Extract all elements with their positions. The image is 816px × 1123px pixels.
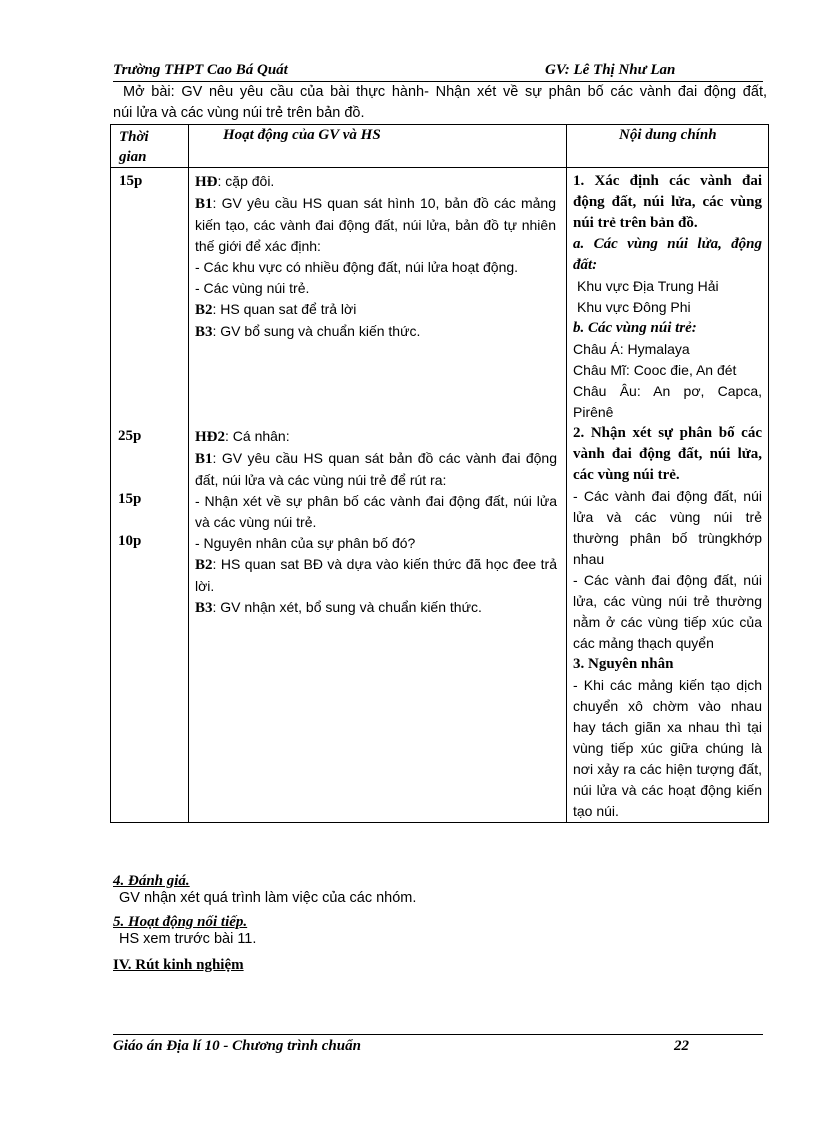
section-text: HS xem trước bài 11. — [119, 931, 257, 947]
section-heading: 4. Đánh giá. — [113, 873, 190, 889]
school-name: Trường THPT Cao Bá Quát — [113, 62, 288, 78]
activity-line: HĐ: cặp đôi. — [195, 173, 275, 190]
page-number: 22 — [674, 1038, 689, 1054]
content-line: - Các vành đai động đất, núi lửa và các vùng núi trẻ thường phân bố trùngkhớp nhau — [573, 488, 762, 567]
section-heading: 5. Hoạt động nối tiếp. — [113, 914, 248, 930]
content-heading: 2. Nhận xét sự phân bố các vành đai động đất, núi lửa, các vùng núi trẻ. — [573, 425, 762, 483]
header-activity: Hoạt động của GV và HS — [189, 125, 567, 168]
activity-line: HĐ2: Cá nhân: — [195, 428, 290, 445]
activity-line: B3: GV nhận xét, bổ sung và chuẩn kiến thức. — [195, 599, 482, 616]
activity-line: - Nguyên nhân của sự phân bố đó? — [195, 535, 416, 551]
content-cell — [567, 168, 769, 823]
content-line: - Khi các mảng kiến tạo dịch chuyển xô chờm vào nhau hay tách giãn xa nhau thì tại vùng tiếp xúc giữa chúng là nơi xảy ra các hiện tượng đất, núi lửa và các hoạt động kiến tạo núi. — [573, 677, 762, 819]
content-line: Châu Á: Hymalaya — [573, 341, 690, 357]
content-line: Khu vực Địa Trung Hải — [577, 278, 719, 294]
content-subheading: a. Các vùng núi lửa, động đất: — [573, 236, 762, 273]
activity-line: B1: GV yêu cầu HS quan sát bản đồ các vành đai động đất, núi lửa và các vùng núi trẻ để rút ra: — [195, 450, 557, 488]
intro-paragraph — [113, 82, 767, 124]
section-text: GV nhận xét quá trình làm việc của các nhóm. — [119, 890, 417, 906]
activity-line: - Nhận xét về sự phân bố các vành đai động đất, núi lửa và các vùng núi trẻ. — [195, 493, 557, 530]
content-line: - Các vành đai động đất, núi lửa, các vùng núi trẻ thường nằm ở các vùng tiếp xúc của các mảng thạch quyển — [573, 572, 762, 651]
header-content: Nội dung chính — [567, 125, 769, 168]
intro-line-2: núi lửa và các vùng núi trẻ trên bản đồ. — [113, 105, 365, 121]
activity-line: B2: HS quan sat để trả lời — [195, 301, 357, 318]
section-4 — [113, 873, 416, 906]
header-time-line-1: Thời — [119, 129, 149, 145]
page-footer — [113, 1034, 763, 1057]
section-iv-heading: IV. Rút kinh nghiệm — [113, 957, 244, 973]
content-line: Châu Mĩ: Cooc đie, An đét — [573, 362, 737, 378]
activity-line: B1: GV yêu cầu HS quan sát hình 10, bản đồ các mảng kiến tạo, các vành đai động đất, núi lửa, bản đồ tự nhiên thế giới để xác định: — [195, 195, 556, 254]
section-5 — [113, 914, 256, 947]
content-heading: 1. Xác định các vành đai động đất, núi lửa, các vùng núi trẻ trên bản đồ. — [573, 173, 762, 231]
teacher-name: GV: Lê Thị Như Lan — [545, 62, 676, 78]
footer-title: Giáo án Địa lí 10 - Chương trình chuẩn — [113, 1038, 361, 1054]
time-value: 15p — [119, 173, 143, 189]
activity-block-2 — [195, 426, 557, 619]
activity-line: B2: HS quan sat BĐ và dựa vào kiến thức đã học đee trả lời. — [195, 556, 557, 594]
intro-line-1: Mở bài: GV nêu yêu cầu của bài thực hành- Nhận xét về sự phân bố các vành đai động đất, — [123, 84, 767, 100]
activity-line: B3: GV bổ sung và chuẩn kiến thức. — [195, 323, 421, 340]
activity-line: - Các khu vực có nhiều động đất, núi lửa hoạt động. — [195, 259, 519, 275]
content-line: Khu vực Đông Phi — [577, 299, 691, 315]
activity-line: - Các vùng núi trẻ. — [195, 280, 310, 296]
page-header — [113, 61, 763, 82]
time-value: 15p — [118, 491, 142, 507]
content-subheading: b. Các vùng núi trẻ: — [573, 320, 697, 336]
table-header-row — [111, 125, 769, 168]
header-time — [111, 125, 189, 168]
content-heading: 3. Nguyên nhân — [573, 656, 674, 672]
header-time-line-2: gian — [119, 149, 147, 165]
time-value: 25p — [118, 428, 142, 444]
time-value: 10p — [118, 533, 142, 549]
content-line: Châu Âu: An pơ, Capca, Pirênê — [573, 383, 762, 420]
